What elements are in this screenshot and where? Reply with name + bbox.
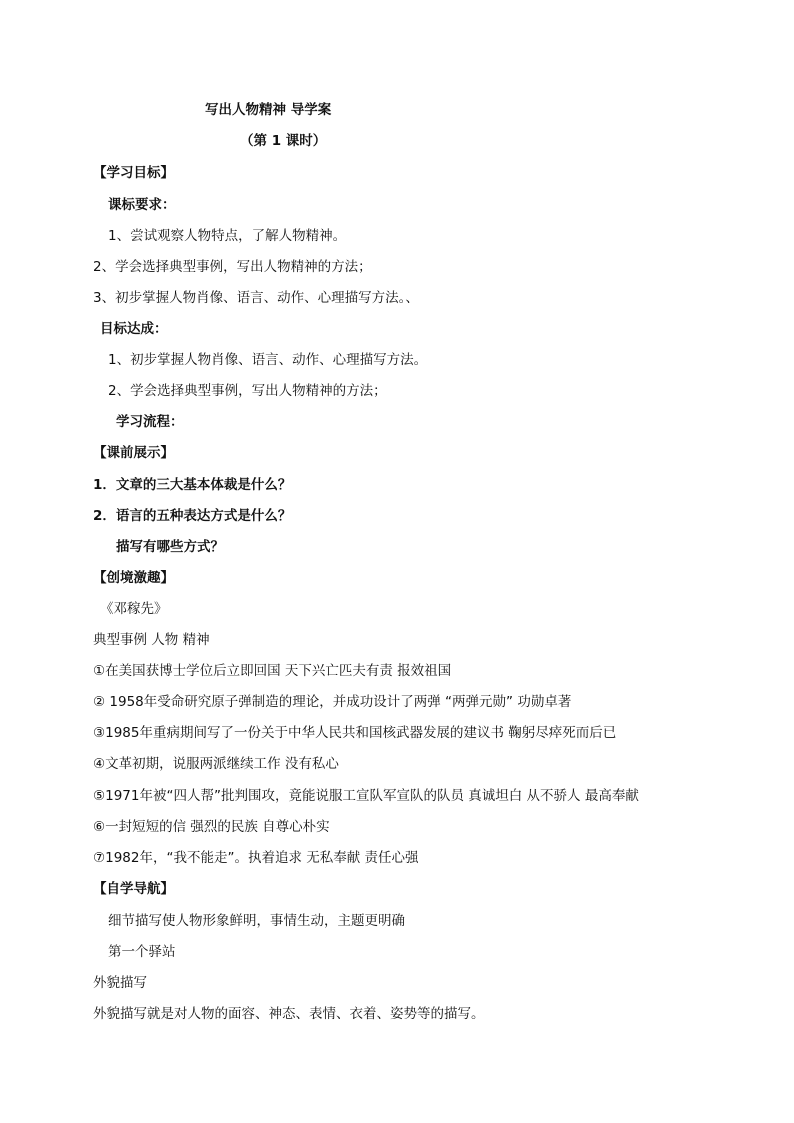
- achieve-item-2: 2、学会选择典型事例，写出人物精神的方法；: [108, 383, 387, 399]
- topic-label: 外貌描写: [93, 975, 147, 991]
- section-heading-preview: 【课前展示】: [93, 445, 174, 461]
- example-row-2: ② 1958年受命研究原子弹制造的理论，并成功设计了两弹 “两弹元勋” 功勋卓著: [93, 694, 572, 710]
- section-heading-goals: 【学习目标】: [93, 165, 174, 181]
- section-heading-scenario: 【创境激趣】: [93, 570, 174, 586]
- achieve-label: 目标达成：: [100, 321, 168, 337]
- section-heading-self-study: 【自学导航】: [93, 881, 174, 897]
- preview-question-3: 描写有哪些方式？: [116, 539, 224, 555]
- example-row-1: ①在美国获博士学位后立即回国 天下兴亡匹夫有责 报效祖国: [93, 663, 452, 679]
- station-label: 第一个驿站: [108, 944, 176, 960]
- example-row-6: ⑥一封短短的信 强烈的民族 自尊心朴实: [93, 819, 330, 835]
- self-study-intro: 细节描写使人物形象鲜明，事情生动，主题更明确: [108, 913, 405, 929]
- lesson-number: （第 1 课时）: [240, 133, 327, 149]
- topic-definition: 外貌描写就是对人物的面容、神态、表情、衣着、姿势等的描写。: [93, 1006, 485, 1022]
- achieve-item-1: 1、初步掌握人物肖像、语言、动作、心理描写方法。: [108, 352, 428, 368]
- example-row-5: ⑤1971年被“四人帮”批判围攻，竟能说服工宣队军宣队的队员 真诚坦白 从不骄人 最高奉献: [93, 788, 639, 804]
- preview-question-2: 2．语言的五种表达方式是什么？: [93, 508, 292, 524]
- example-row-3: ③1985年重病期间写了一份关于中华人民共和国核武器发展的建议书 鞠躬尽瘁死而后已: [93, 725, 617, 741]
- curriculum-label: 课标要求：: [108, 197, 176, 213]
- process-label: 学习流程：: [116, 414, 184, 430]
- example-row-7: ⑦1982年，“我不能走”。执着追求 无私奉献 责任心强: [93, 850, 419, 866]
- curriculum-item-2: 2、学会选择典型事例，写出人物精神的方法；: [93, 259, 372, 275]
- example-row-4: ④文革初期，说服两派继续工作 没有私心: [93, 756, 339, 772]
- preview-question-1: 1．文章的三大基本体裁是什么？: [93, 477, 292, 493]
- curriculum-item-1: 1、尝试观察人物特点，了解人物精神。: [108, 228, 347, 244]
- example-table-header: 典型事例 人物 精神: [93, 632, 210, 648]
- article-title: 《邓稼先》: [100, 601, 168, 617]
- curriculum-item-3: 3、初步掌握人物肖像、语言、动作、心理描写方法。、: [93, 290, 419, 306]
- document-title: 写出人物精神 导学案: [205, 102, 332, 118]
